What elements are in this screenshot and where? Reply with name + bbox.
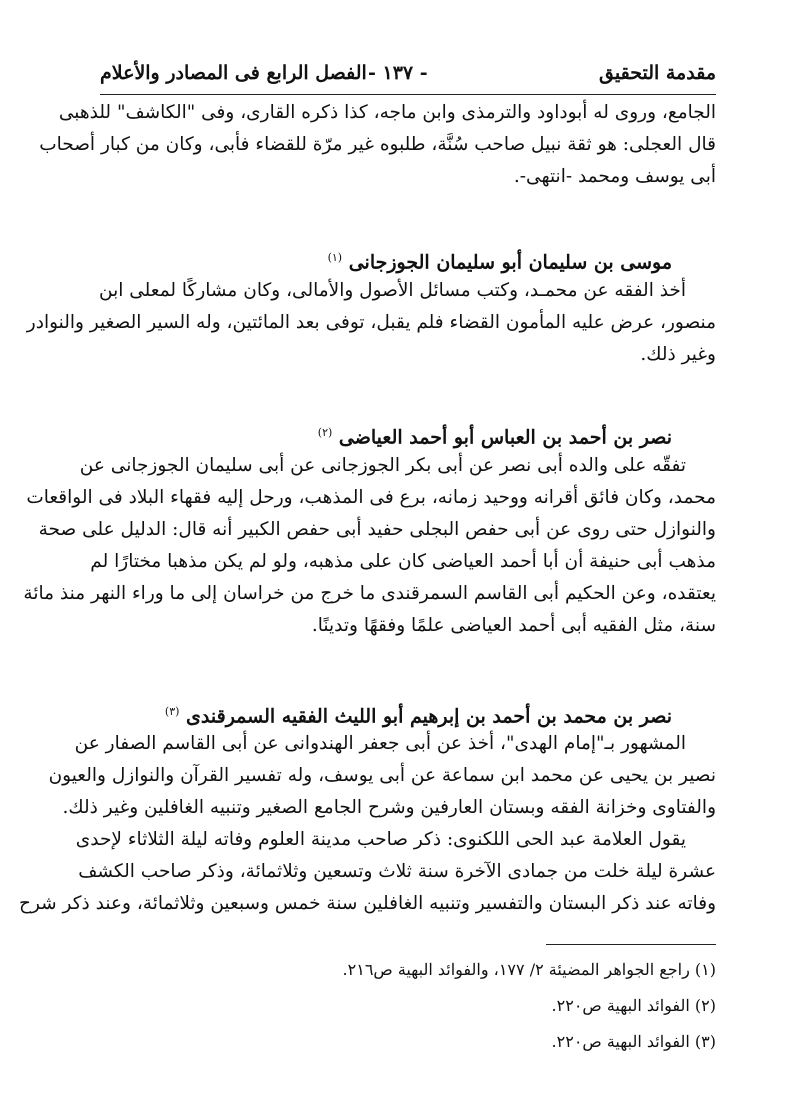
text-line: وغير ذلك. [640,344,716,365]
chapter-title: الفصل الرابع فى المصادر والأعلام [100,62,367,84]
entry-heading-text: نصر بن محمد بن أحمد بن إبرهيم أبو الليث الفقيه السمرقندى [186,705,672,728]
entry-heading-text: موسى بن سليمان أبو سليمان الجوزجانى [348,251,672,274]
text-line: أبى يوسف ومحمد -انتهى-. [513,166,716,187]
text-line: مذهب أبى حنيفة أن أبا أحمد العياضى كان على مذهبه، ولو لم يكن مذهبا مختارًا لم [90,551,716,572]
footnote-separator [546,944,716,945]
footnote-marker: (١) [327,251,343,264]
text-line: منصور، عرض عليه المأمون القضاء فلم يقبل، توفى بعد المائتين، وله السير الصغير والنوادر [26,312,716,333]
text-line: يعتقده، وعن الحكيم أبى القاسم السمرقندى ما خرج من خراسان إلى ما وراء النهر منذ مائة [23,583,716,604]
text-line: محمد، وكان فائق أقرانه ووحيد زمانه، برع فى المذهب، ورحل إليه فقهاء البلاد فى الواقعات [26,487,716,508]
text-line: والفتاوى وخزانة الفقه وبستان العارفين وشرح الجامع الصغير وتنبيه الغافلين وغير ذلك. [62,797,716,818]
footnote-marker: (٣) [164,705,180,718]
footnote: (٣) الفوائد البهية ص٢٢٠. [551,1032,716,1051]
entry-heading [165,697,672,731]
text-line: والنوازل حتى روى عن أبى حفص البجلى حفيد أبى حفص الكبير أنه قال: الدليل على صحة [38,519,716,540]
text-line: تفقّه على والده أبى نصر عن أبى بكر الجوزجانى عن أبى سليمان الجوزجانى عن [79,455,686,476]
entry-heading-text: نصر بن أحمد بن العباس أبو أحمد العياضى [338,426,672,449]
text-line: عشرة ليلة خلت من جمادى الآخرة سنة ثلاث وتسعين وثلاثمائة، وذكر صاحب الكشف [78,861,716,882]
text-line: أخذ الفقه عن محمـد، وكتب مسائل الأصول والأمالى، وكان مشاركًا لمعلى ابن [98,280,686,301]
entry-heading [318,418,672,452]
text-line: وفاته عند ذكر البستان والتفسير وتنبيه الغافلين سنة خمس وسبعين وثلاثمائة، وعند ذكر شرح [19,893,716,914]
text-line: قال العجلى: هو ثقة نبيل صاحب سُنَّة، طلبوه غير مرّة للقضاء فأبى، وكان من كبار أصحاب [39,134,716,155]
footnote: (٢) الفوائد البهية ص٢٢٠. [551,996,716,1015]
page-number: - ١٣٧ - [368,62,428,84]
header-rule [100,94,716,95]
text-line: المشهور بـ"إمام الهدى"، أخذ عن أبى جعفر الهندوانى عن أبى القاسم الصفار عن [74,733,686,754]
running-header [100,62,716,92]
book-section-title: مقدمة التحقيق [599,62,716,84]
text-line: نصير بن يحيى عن محمد ابن سماعة عن أبى يوسف، وله تفسير القرآن والنوازل والعيون [48,765,716,786]
footnote: (١) راجع الجواهر المضيئة ٢/ ١٧٧، والفوائد البهية ص٢١٦. [342,960,716,979]
text-line: الجامع، وروى له أبوداود والترمذى وابن ماجه، كذا ذكره القارى، وفى "الكاشف" للذهبى [58,102,716,123]
footnote-marker: (٢) [317,426,333,439]
text-line: سنة، مثل الفقيه أبى أحمد العياضى علمًا وفقهًا وتدينًا. [311,615,716,636]
text-line: يقول العلامة عبد الحى اللكنوى: ذكر صاحب مدينة العلوم وفاته ليلة الثلاثاء لإحدى [75,829,686,850]
entry-heading [328,243,672,277]
